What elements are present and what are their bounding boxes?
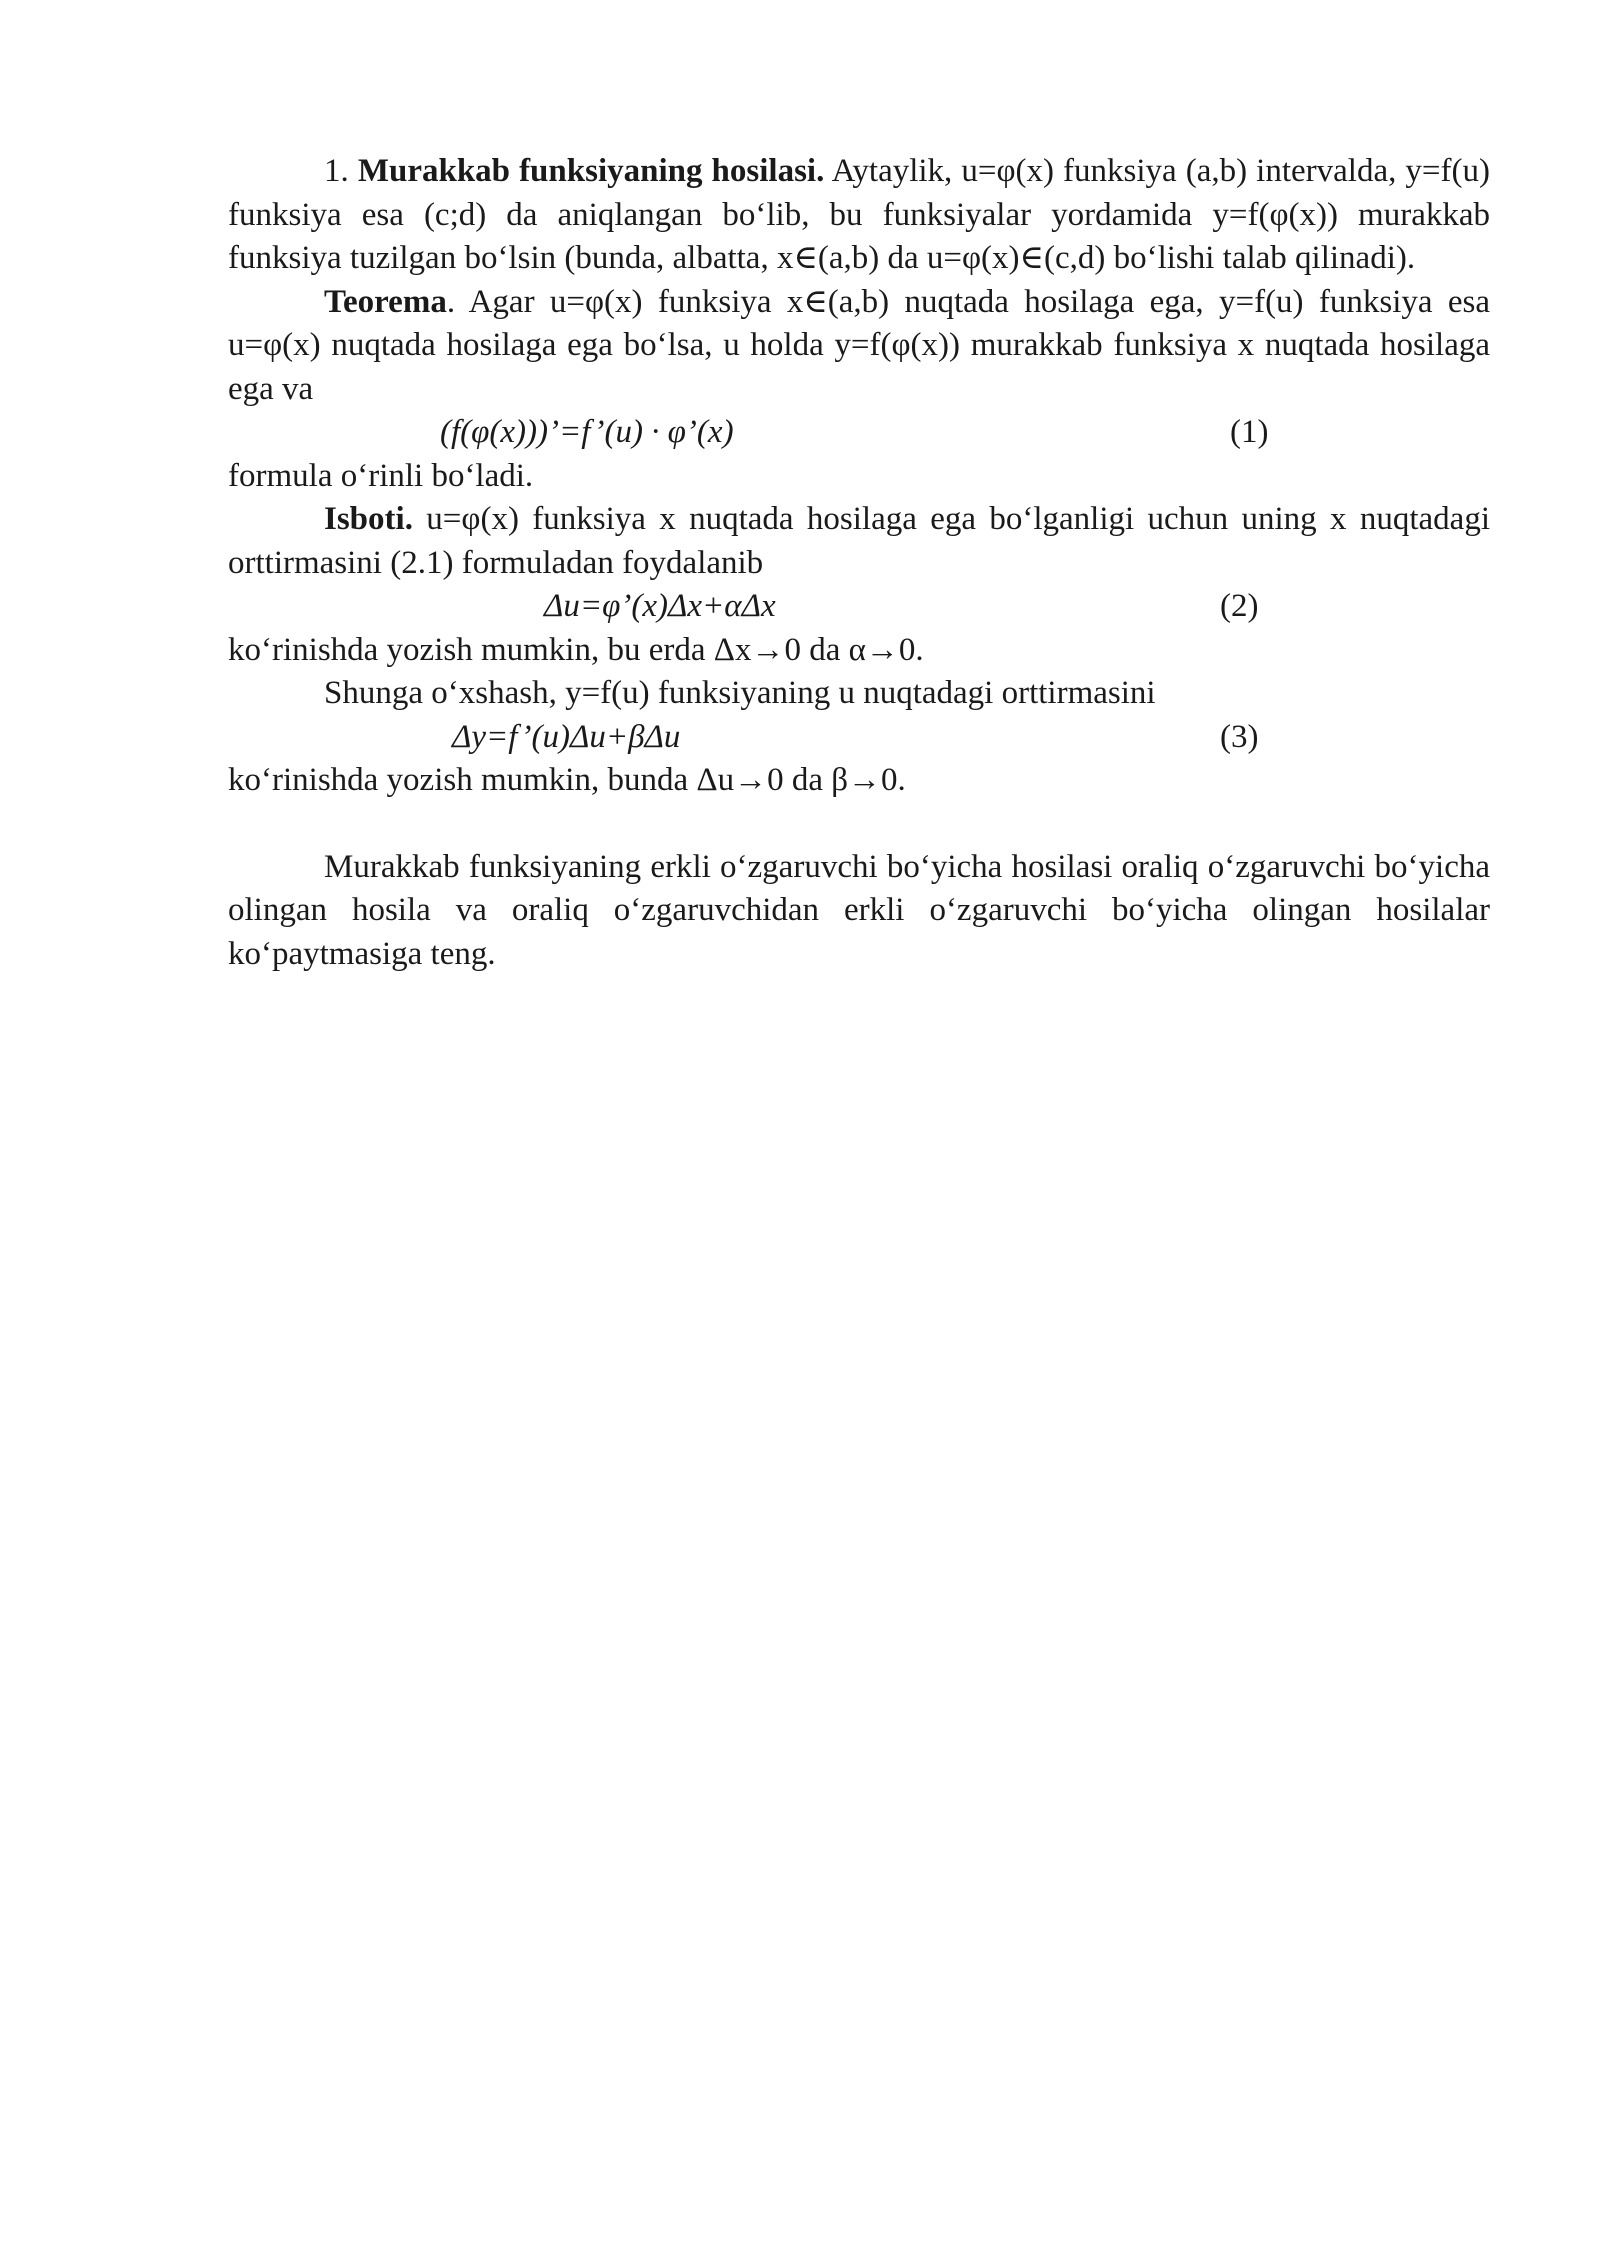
formula-1-number: (1) [1230, 414, 1269, 450]
proof-after-2: ko‘rinishda yozish mumkin, bu erda Δx→0 da α→0. [228, 631, 924, 668]
proof-label: Isboti. [324, 501, 413, 537]
formula-2-row [228, 585, 1490, 629]
rule-paragraph: Murakkab funksiyaning erkli o‘zgaruvchi bo‘yicha hosilasi oraliq o‘zgaruvchi bo‘yicha olingan hosila va oraliq o‘zgaruvchidan erkli o‘zgaruvchi bo‘yicha olingan hosilalar ko‘paytmasiga teng. [228, 848, 1490, 972]
proof-text: u=φ(x) funksiya x nuqtada hosilaga ega bo‘lganligi uchun uning x nuqtadagi orttirmasini (2.1) formuladan foydalanib [228, 501, 1490, 581]
theorem-after: formula o‘rinli bo‘ladi. [228, 457, 534, 494]
proof-similar: Shunga o‘xshash, y=f(u) funksiyaning u nuqtadagi orttirmasini [324, 675, 1156, 711]
section-number: 1. [324, 153, 349, 189]
document-page [228, 150, 1490, 976]
formula-2-number: (2) [1220, 588, 1259, 624]
formula-1-row [228, 411, 1490, 455]
formula-3-number: (3) [1220, 718, 1259, 755]
formula-3-row [228, 716, 1490, 760]
section-paragraph [228, 150, 1490, 281]
theorem-label: Teorema [324, 283, 447, 320]
formula-2: Δu=φ’(x)Δx+αΔx [544, 588, 776, 624]
proof-after-3: ko‘rinishda yozish mumkin, bunda Δu→0 da β→0. [228, 762, 906, 798]
proof-paragraph [228, 498, 1490, 585]
section-title: Murakkab funksiyaning hosilasi. [357, 153, 825, 189]
formula-3: Δy=f’(u)Δu+βΔu [452, 718, 681, 755]
formula-1: (f(φ(x)))’=f’(u) · φ’(x) [440, 414, 734, 450]
section-intro: Aytaylik, u=φ(x) funksiya (a,b) intervalda, y=f(u) funksiya esa (c;d) da aniqlangan bo‘lib, bu funksiyalar yordamida y=f(φ(x)) murakkab funksiya tuzilgan bo‘lsin (bunda, albatta, x∈(a,b) da u=φ(x)∈(c,d) bo‘lishi talab qilinadi). [228, 153, 1490, 276]
theorem-text: . Agar u=φ(x) funksiya x∈(a,b) nuqtada hosilaga ega, y=f(u) funksiya esa u=φ(x) nuqtada hosilaga ega bo‘lsa, u holda y=f(φ(x)) murakkab funksiya x nuqtada hosilaga ega va [228, 283, 1490, 407]
theorem-paragraph [228, 281, 1490, 412]
